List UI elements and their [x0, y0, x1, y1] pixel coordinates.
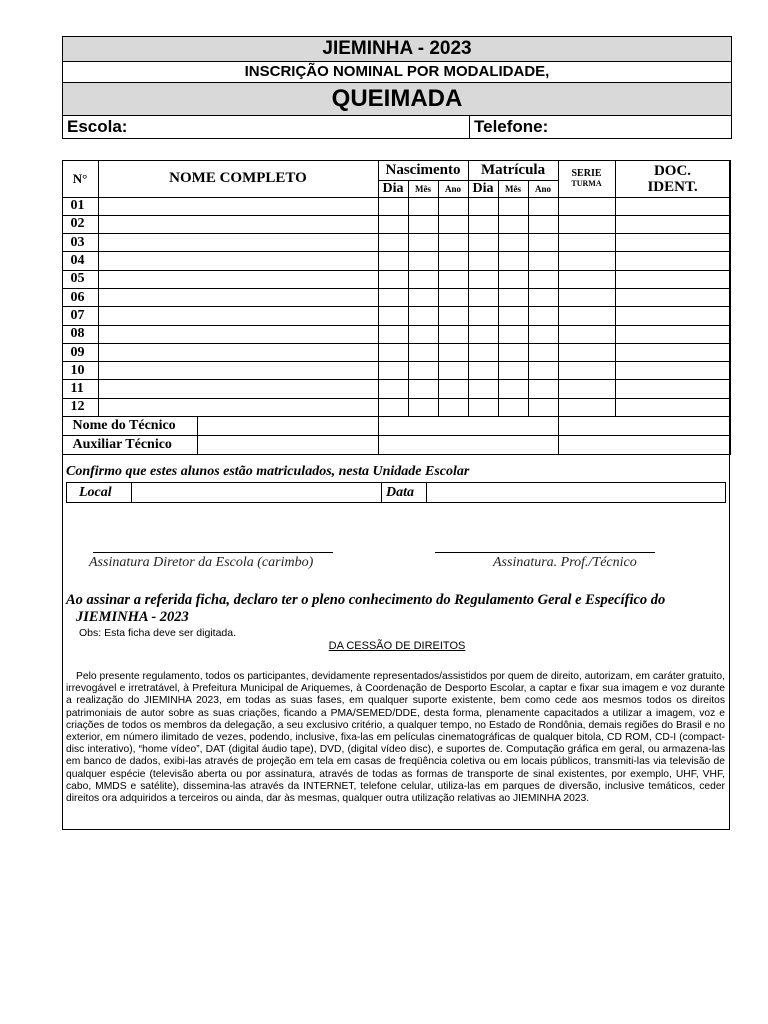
tecnico-input[interactable] — [198, 417, 378, 435]
enroll-year-cell[interactable] — [528, 197, 558, 215]
school-field[interactable] — [63, 116, 470, 138]
enroll-day-cell[interactable] — [468, 398, 498, 416]
birth-day-cell[interactable] — [378, 288, 408, 306]
auxiliar-row — [62, 436, 730, 455]
director-signature-line[interactable] — [93, 552, 333, 553]
data-input[interactable] — [427, 483, 726, 503]
doc-cell[interactable] — [615, 234, 730, 252]
name-cell[interactable] — [98, 380, 378, 398]
row-number: 01 — [62, 197, 98, 215]
doc-label: DOC. — [653, 162, 692, 179]
table-row — [62, 215, 730, 233]
birth-year-cell[interactable] — [438, 398, 468, 416]
birth-month-cell[interactable] — [408, 234, 438, 252]
enroll-year-cell[interactable] — [528, 343, 558, 361]
registration-form — [62, 160, 730, 830]
birth-month-cell[interactable] — [408, 252, 438, 270]
birth-year-cell[interactable] — [438, 215, 468, 233]
enroll-day-cell[interactable] — [468, 270, 498, 288]
row-number: 06 — [62, 288, 98, 306]
phone-field[interactable] — [470, 116, 731, 138]
birth-year-cell[interactable] — [438, 288, 468, 306]
col-doc-header — [615, 160, 730, 197]
birth-day-cell[interactable] — [378, 197, 408, 215]
enroll-month-cell[interactable] — [498, 307, 528, 325]
auxiliar-extra-2[interactable] — [558, 436, 730, 455]
enroll-day-cell[interactable] — [468, 252, 498, 270]
row-number: 10 — [62, 362, 98, 380]
local-label: Local — [67, 483, 132, 503]
serie-cell[interactable] — [558, 307, 615, 325]
serie-cell[interactable] — [558, 252, 615, 270]
auxiliar-input[interactable] — [198, 436, 378, 454]
enroll-month-cell[interactable] — [498, 270, 528, 288]
table-row — [62, 288, 730, 306]
name-cell[interactable] — [98, 325, 378, 343]
birth-day-cell[interactable] — [378, 234, 408, 252]
enroll-year-cell[interactable] — [528, 325, 558, 343]
table-row — [62, 197, 730, 215]
enroll-year-header: Ano — [528, 180, 558, 197]
enroll-month-cell[interactable] — [498, 234, 528, 252]
name-cell[interactable] — [98, 398, 378, 416]
table-row — [62, 252, 730, 270]
ident-label: IDENT. — [647, 178, 698, 195]
name-cell[interactable] — [98, 307, 378, 325]
birth-month-cell[interactable] — [408, 270, 438, 288]
row-number: 04 — [62, 252, 98, 270]
doc-cell[interactable] — [615, 343, 730, 361]
cessao-title: DA CESSÃO DE DIREITOS — [328, 640, 466, 652]
auxiliar-label: Auxiliar Técnico — [63, 436, 198, 454]
serie-cell[interactable] — [558, 343, 615, 361]
teacher-signature-label: Assinatura. Prof./Técnico — [493, 555, 637, 570]
birth-day-cell[interactable] — [378, 362, 408, 380]
birth-month-cell[interactable] — [408, 398, 438, 416]
enroll-day-cell[interactable] — [468, 380, 498, 398]
athlete-table — [62, 160, 731, 456]
tecnico-extra-2[interactable] — [558, 417, 730, 436]
enroll-month-cell[interactable] — [498, 343, 528, 361]
phone-label: Telefone: — [474, 117, 549, 136]
serie-cell[interactable] — [558, 398, 615, 416]
table-row — [62, 270, 730, 288]
cessao-paragraph: Pelo presente regulamento, todos os participantes, devidamente representados/assistidos por quem de direito, autorizam, em caráter gratuito, irrevogável e irretratável, à Prefeitura Municipal de Ariquemes, à Coordenação de Desporto Escolar, a captar e fixar sua imagem e voz durante a realização do JIEMINHA 2023, em todas as suas fases, em qualquer suporte existente, bem como cede aos mesmos todos os direitos patrimoniais de autor sobre as suas criações, ficando a PMA/SEMED/DDE, desta forma, plenamente capacitados a utilizar a imagem, voz e criações de todos os membros da delegação, a seu exclusivo critério, a qualquer tempo, no Estado de Rondônia, demais regiões do Brasil e no exterior, em número ilimitado de vezes, podendo, inclusive, fixa-las em películas cinematográficas de qualquer bitola, CD ROM, CD-I (compact-disc interativo), “home vídeo”, DAT (digital áudio tape), DVD, (digital vídeo disc), e suportes de. Computação gráfica em geral, ou armazena-las em banco de dados, exibi-las através de projeção em tela em casas de freqüência coletiva ou em locais públicos, transmiti-las via televisão de qualquer espécie (televisão aberta ou por assinatura, através de todas as formas de transporte de sinal existentes, por exemplo, UHF, VHF, cabo, MMDS e satélite), dissemina-las através da INTERNET, telefone celular, utiliza-las em parques de diversão, inclusive temáticos, ceder direitos ora adquiridos a terceiros ou ainda, dar às mesmas, qualquer outra utilização relativas ao JIEMINHA 2023. — [66, 671, 725, 805]
birth-year-header: Ano — [438, 180, 468, 197]
birth-year-cell[interactable] — [438, 197, 468, 215]
local-input[interactable] — [132, 483, 382, 503]
enroll-year-cell[interactable] — [528, 398, 558, 416]
table-row — [62, 343, 730, 361]
enroll-day-cell[interactable] — [468, 215, 498, 233]
enroll-month-cell[interactable] — [498, 215, 528, 233]
enroll-day-cell[interactable] — [468, 325, 498, 343]
birth-day-cell[interactable] — [378, 398, 408, 416]
doc-cell[interactable] — [615, 215, 730, 233]
row-number: 09 — [62, 343, 98, 361]
birth-month-cell[interactable] — [408, 215, 438, 233]
form-header — [62, 36, 732, 139]
birth-month-header: Mês — [408, 180, 438, 197]
birth-month-cell[interactable] — [408, 325, 438, 343]
birth-month-cell[interactable] — [408, 307, 438, 325]
birth-year-cell[interactable] — [438, 343, 468, 361]
enroll-month-cell[interactable] — [498, 252, 528, 270]
birth-day-cell[interactable] — [378, 270, 408, 288]
serie-cell[interactable] — [558, 380, 615, 398]
row-number: 05 — [62, 270, 98, 288]
row-number: 12 — [62, 398, 98, 416]
serie-cell[interactable] — [558, 288, 615, 306]
row-number: 02 — [62, 215, 98, 233]
name-cell[interactable] — [98, 234, 378, 252]
enroll-day-cell[interactable] — [468, 362, 498, 380]
serie-cell[interactable] — [558, 215, 615, 233]
birth-month-cell[interactable] — [408, 380, 438, 398]
doc-cell[interactable] — [615, 307, 730, 325]
director-signature-label: Assinatura Diretor da Escola (carimbo) — [89, 555, 314, 570]
event-title: JIEMINHA - 2023 — [63, 37, 731, 62]
local-date-table — [66, 482, 726, 503]
table-row — [62, 362, 730, 380]
doc-cell[interactable] — [615, 197, 730, 215]
birth-year-cell[interactable] — [438, 234, 468, 252]
table-row — [62, 234, 730, 252]
serie-cell[interactable] — [558, 325, 615, 343]
enroll-month-cell[interactable] — [498, 362, 528, 380]
birth-day-header: Dia — [378, 180, 408, 197]
enroll-year-cell[interactable] — [528, 215, 558, 233]
birth-day-cell[interactable] — [378, 215, 408, 233]
enroll-year-cell[interactable] — [528, 270, 558, 288]
col-name-header: NOME COMPLETO — [98, 160, 378, 197]
row-number: 08 — [62, 325, 98, 343]
birth-day-cell[interactable] — [378, 252, 408, 270]
row-number: 07 — [62, 307, 98, 325]
row-number: 11 — [62, 380, 98, 398]
birth-day-cell[interactable] — [378, 380, 408, 398]
table-row — [62, 307, 730, 325]
birth-year-cell[interactable] — [438, 270, 468, 288]
enroll-year-cell[interactable] — [528, 288, 558, 306]
enroll-month-cell[interactable] — [498, 380, 528, 398]
enroll-day-header: Dia — [468, 180, 498, 197]
tecnico-label: Nome do Técnico — [63, 417, 198, 435]
enroll-month-cell[interactable] — [498, 398, 528, 416]
birth-year-cell[interactable] — [438, 325, 468, 343]
birth-month-cell[interactable] — [408, 343, 438, 361]
obs-note: Obs: Esta ficha deve ser digitada. — [79, 627, 237, 639]
serie-cell[interactable] — [558, 197, 615, 215]
athlete-rows — [62, 197, 730, 417]
tecnico-extra[interactable] — [378, 417, 558, 436]
doc-cell[interactable] — [615, 270, 730, 288]
name-cell[interactable] — [98, 362, 378, 380]
enroll-day-cell[interactable] — [468, 307, 498, 325]
enroll-day-cell[interactable] — [468, 288, 498, 306]
enroll-day-cell[interactable] — [468, 234, 498, 252]
doc-cell[interactable] — [615, 362, 730, 380]
birth-year-cell[interactable] — [438, 307, 468, 325]
serie-cell[interactable] — [558, 234, 615, 252]
birth-day-cell[interactable] — [378, 343, 408, 361]
auxiliar-extra[interactable] — [378, 436, 558, 455]
declaration — [66, 592, 726, 626]
serie-cell[interactable] — [558, 270, 615, 288]
confirmation-text: Confirmo que estes alunos estão matriculados, nesta Unidade Escolar — [66, 464, 470, 479]
birth-month-cell[interactable] — [408, 362, 438, 380]
modality-title: QUEIMADA — [63, 83, 731, 116]
col-serie-header — [558, 160, 615, 197]
school-label: Escola: — [67, 117, 128, 136]
form-subtitle: INSCRIÇÃO NOMINAL POR MODALIDADE, — [63, 62, 731, 83]
enroll-year-cell[interactable] — [528, 362, 558, 380]
col-num-header: N° — [62, 160, 98, 197]
enroll-day-cell[interactable] — [468, 343, 498, 361]
col-birth-header: Nascimento — [378, 160, 468, 180]
name-cell[interactable] — [98, 288, 378, 306]
enroll-month-cell[interactable] — [498, 197, 528, 215]
birth-year-cell[interactable] — [438, 362, 468, 380]
birth-year-cell[interactable] — [438, 252, 468, 270]
birth-day-cell[interactable] — [378, 307, 408, 325]
serie-label: SERIE — [571, 167, 602, 179]
serie-cell[interactable] — [558, 362, 615, 380]
school-row — [63, 116, 731, 138]
birth-month-cell[interactable] — [408, 197, 438, 215]
birth-day-cell[interactable] — [378, 325, 408, 343]
birth-year-cell[interactable] — [438, 380, 468, 398]
enroll-month-cell[interactable] — [498, 288, 528, 306]
doc-cell[interactable] — [615, 398, 730, 416]
name-cell[interactable] — [98, 343, 378, 361]
turma-label: TURMA — [571, 178, 602, 188]
teacher-signature-line[interactable] — [435, 552, 655, 553]
data-label: Data — [382, 483, 427, 503]
doc-cell[interactable] — [615, 252, 730, 270]
enroll-year-cell[interactable] — [528, 252, 558, 270]
doc-cell[interactable] — [615, 288, 730, 306]
name-cell[interactable] — [98, 215, 378, 233]
doc-cell[interactable] — [615, 380, 730, 398]
declaration-line1: Ao assinar a referida ficha, declaro ter o pleno conhecimento do Regulamento Geral e Específico do — [66, 592, 666, 608]
name-cell[interactable] — [98, 270, 378, 288]
table-row — [62, 325, 730, 343]
enroll-month-header: Mês — [498, 180, 528, 197]
enroll-year-cell[interactable] — [528, 380, 558, 398]
table-row — [62, 398, 730, 416]
tecnico-row — [62, 417, 730, 436]
declaration-line2: JIEMINHA - 2023 — [76, 609, 189, 625]
name-cell[interactable] — [98, 252, 378, 270]
enroll-month-cell[interactable] — [498, 325, 528, 343]
row-number: 03 — [62, 234, 98, 252]
name-cell[interactable] — [98, 197, 378, 215]
enroll-day-cell[interactable] — [468, 197, 498, 215]
enroll-year-cell[interactable] — [528, 234, 558, 252]
birth-month-cell[interactable] — [408, 288, 438, 306]
col-enroll-header: Matrícula — [468, 160, 558, 180]
table-row — [62, 380, 730, 398]
enroll-year-cell[interactable] — [528, 307, 558, 325]
doc-cell[interactable] — [615, 325, 730, 343]
